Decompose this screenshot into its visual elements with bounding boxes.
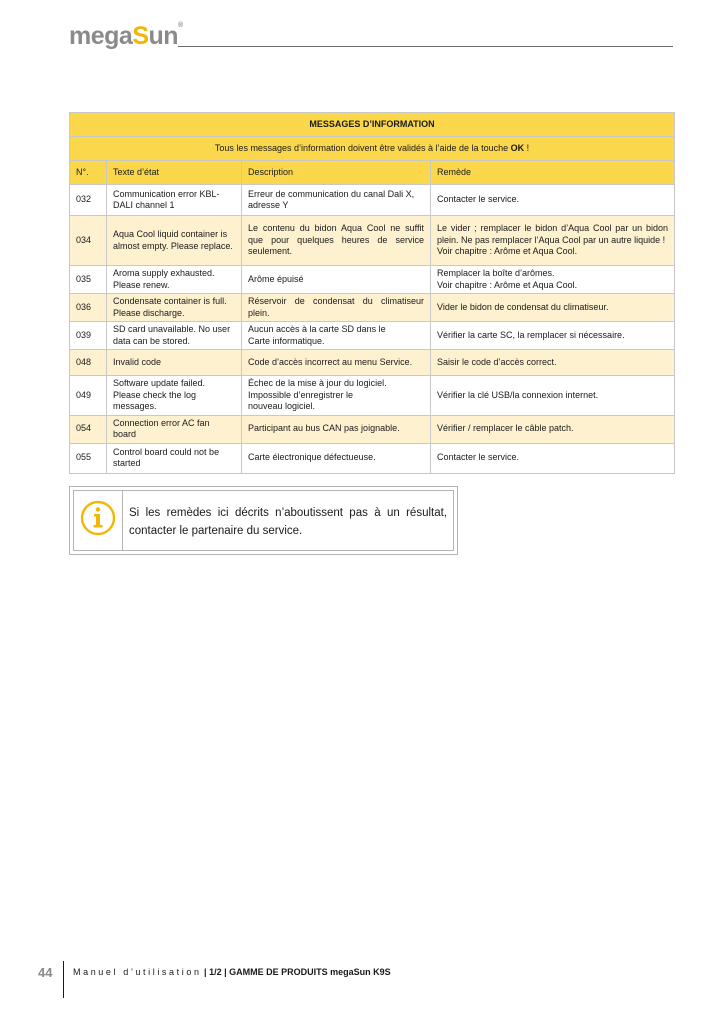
- row-remedy: Vérifier la carte SC, la remplacer si nécessaire.: [431, 322, 675, 350]
- logo-text-un: un: [148, 22, 179, 50]
- subtitle-key: OK: [510, 142, 525, 153]
- table-row: [70, 185, 675, 216]
- footer-details: | 1/2 | GAMME DE PRODUITS megaSun K9S: [201, 967, 391, 977]
- table-row: [70, 443, 675, 473]
- subtitle-text: Tous les messages d’information doivent être validés à l’aide de la touche: [214, 142, 511, 153]
- remedy-line: Remplacer la boîte d’arômes.: [437, 268, 555, 278]
- row-description: Arôme épuisé: [242, 266, 431, 294]
- row-status: Software update failed. Please check the log messages.: [107, 376, 242, 416]
- row-number: 048: [70, 350, 107, 376]
- remedy-line: Le vider ; remplacer le bidon d’Aqua Cool par un bidon plein. Ne pas remplacer l’Aqua Cool par un autre liquide !: [437, 223, 669, 245]
- row-description: Erreur de communication du canal Dali X, adresse Y: [242, 185, 431, 216]
- header-rule: [178, 46, 673, 47]
- table-row: [70, 350, 675, 376]
- description-line: nouveau logiciel.: [248, 401, 316, 411]
- row-number: 034: [70, 216, 107, 266]
- col-header-number: N°.: [70, 161, 107, 185]
- note-box: [69, 486, 458, 555]
- brand-logo: [69, 22, 183, 51]
- row-remedy: Vider le bidon de condensat du climatiseur.: [431, 294, 675, 322]
- row-number: 054: [70, 415, 107, 443]
- row-number: 049: [70, 376, 107, 416]
- row-status: Connection error AC fan board: [107, 415, 242, 443]
- col-header-status: Texte d’état: [107, 161, 242, 185]
- row-remedy: Vérifier / remplacer le câble patch.: [431, 415, 675, 443]
- row-description: Le contenu du bidon Aqua Cool ne suffit que pour quelques heures de service seulement.: [242, 216, 431, 266]
- info-messages-table: [69, 112, 675, 474]
- row-remedy: [431, 216, 675, 266]
- logo-registered-mark: ®: [178, 22, 183, 29]
- row-number: 039: [70, 322, 107, 350]
- col-header-description: Description: [242, 161, 431, 185]
- description-line: Échec de la mise à jour du logiciel.: [248, 378, 387, 388]
- table-title: MESSAGES D’INFORMATION: [70, 113, 675, 137]
- page-number: 44: [38, 965, 53, 980]
- row-remedy: Contacter le service.: [431, 185, 675, 216]
- row-status: Aroma supply exhausted. Please renew.: [107, 266, 242, 294]
- note-text: Si les remèdes ici décrits n’aboutissent pas à un résultat, contacter le partenaire du service.: [129, 507, 447, 537]
- info-icon: [80, 500, 116, 541]
- table-row: [70, 266, 675, 294]
- row-number: 035: [70, 266, 107, 294]
- remedy-line: Voir chapitre : Arôme et Aqua Cool.: [437, 246, 578, 257]
- footer-manual-title: Manuel d’utilisation: [73, 967, 202, 977]
- description-line: Aucun accès à la carte SD dans le: [248, 324, 386, 334]
- row-status: SD card unavailable. No user data can be stored.: [107, 322, 242, 350]
- table-row: [70, 322, 675, 350]
- row-number: 055: [70, 443, 107, 473]
- row-description: Code d’accès incorrect au menu Service.: [242, 350, 431, 376]
- row-description: [242, 376, 431, 416]
- table-row: [70, 294, 675, 322]
- description-line: Impossible d’enregistrer le: [248, 389, 354, 400]
- row-status: Invalid code: [107, 350, 242, 376]
- subtitle-suffix: !: [524, 142, 530, 153]
- table-subtitle: [70, 137, 675, 161]
- description-line: Carte informatique.: [248, 335, 325, 346]
- logo-text-mega: mega: [69, 22, 133, 50]
- logo-text-s: S: [132, 22, 149, 50]
- row-status: Aqua Cool liquid container is almost empty. Please replace.: [107, 216, 242, 266]
- note-icon-cell: [74, 491, 123, 550]
- remedy-line: Voir chapitre : Arôme et Aqua Cool.: [437, 279, 578, 290]
- footer-divider: [63, 961, 64, 998]
- table-row: [70, 415, 675, 443]
- row-status: Control board could not be started: [107, 443, 242, 473]
- row-description: Réservoir de condensat du climatiseur plein.: [242, 294, 431, 322]
- row-number: 036: [70, 294, 107, 322]
- row-description: [242, 322, 431, 350]
- row-remedy: [431, 266, 675, 294]
- row-description: Participant au bus CAN pas joignable.: [242, 415, 431, 443]
- note-inner: [73, 490, 454, 551]
- row-remedy: Saisir le code d’accès correct.: [431, 350, 675, 376]
- row-remedy: Contacter le service.: [431, 443, 675, 473]
- row-status: Condensate container is full. Please discharge.: [107, 294, 242, 322]
- row-remedy: Vérifier la clé USB/la connexion internet.: [431, 376, 675, 416]
- row-description: Carte électronique défectueuse.: [242, 443, 431, 473]
- row-number: 032: [70, 185, 107, 216]
- footer-text: [73, 967, 391, 977]
- col-header-remedy: Remède: [431, 161, 675, 185]
- table-row: [70, 216, 675, 266]
- row-status: Communication error KBL-DALI channel 1: [107, 185, 242, 216]
- table-row: [70, 376, 675, 416]
